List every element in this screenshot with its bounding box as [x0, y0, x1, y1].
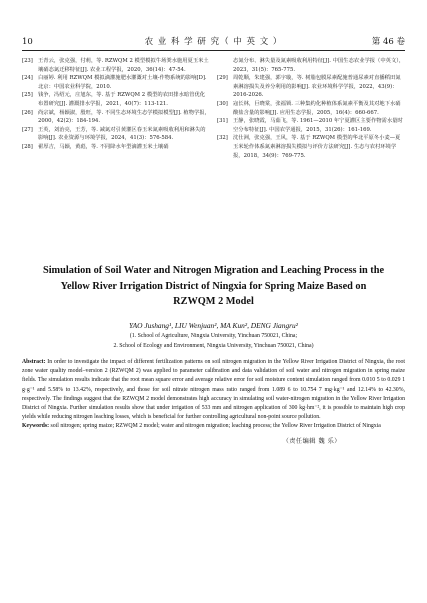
title-line: Yellow River Irrigation District of Ningxia for Spring Maize Based on — [60, 280, 367, 292]
reference-column-right — [217, 57, 405, 235]
reference-item: [28] 翟厚吉，马颖，黄彪，等. 不同降水年型滴灌玉米土壤硝 — [22, 143, 169, 150]
reference-item: [29] 周乾顺，朱建强，郭宇璇，等. 树脂包膜尿素配施普通尿素对直播稻田氮素淋溶损失及养分利用的影响[J]. 农业环境科学学报，2022，43(9)：2016-2026. — [217, 75, 401, 99]
volume-label: 第 46 卷 — [371, 37, 405, 47]
reference-column-left — [22, 57, 210, 235]
reference-item: [25] 钱争，冯绍元，庄旭东，等. 基于 RZWQM 2 模型的农田排水暗管优化布置研究[J]. 灌溉排水学报，2021，40(7)：113-121. — [22, 92, 206, 107]
responsible-editor: （责任编辑 魏 乐） — [282, 438, 341, 445]
affiliation-line: 2. School of Ecology and Environment, Ningxia University, Yinchuan 750021, China) — [113, 342, 314, 349]
reference-item: [27] 王英，刘治亮，王芳，等. 减氮对引黄灌区春玉米氮素吸收利用和淋失的影响[J]. 农业资源与环境学报，2024，41(3)：576-584. — [22, 126, 206, 142]
journal-name: 农 业 科 学 研 究（ 中 英 文 ） — [144, 37, 283, 47]
reference-item: [31] 王静，张晓霞，马茹飞，等. 1961—2010 年宁夏灌区主要作物需水量时空分布特征[J]. 中国农学通报，2015，31(26)：161-169. — [217, 118, 403, 133]
keywords-text: soil nitrogen; spring maize; RZWQM 2 model; water and nitrogen migration; leaching process; the Yellow River Irrigation District of Ningxia — [50, 423, 381, 430]
reference-list — [22, 57, 405, 235]
affiliations — [22, 332, 405, 351]
reference-item: [26] 尚宗斌，杨颖淑，殷旺，等. 不同生态环境生态学模拟模型[J]. 植物学报，2000，42(2)：184-194. — [22, 109, 210, 125]
reference-item: 态氮分布、淋失量及氮素吸收利用特征[J]. 中国生态农业学报（中英文），2023，31(5)：765-775. — [233, 58, 405, 73]
keywords-label: Keywords: — [22, 423, 50, 430]
author-list: YAO Jushang¹, LIU Wenjuan², MA Kun², DENG Jiangru² — [129, 321, 298, 330]
reference-item: [23] 王青云，张克强，付莉，等. RZWQM 2 模型模拟牛场粪水施用夏玉米土壤硝态氮迁移特征[J]. 农业工程学报，2020，36(14)：47-54. — [22, 58, 209, 73]
title-line: Simulation of Soil Water and Nitrogen Migration and Leaching Process in the — [42, 265, 385, 276]
english-title — [22, 263, 405, 310]
affiliation-line: (1. School of Agriculture, Ningxia University, Yinchuan 750021, China; — [129, 333, 298, 339]
abstract-text: In order to investigate the impact of different fertilization patterns on soil nitrogen migration in the Yellow River Irrigation District of Ningxia, the root zone water quality model–version 2 (RZWQM 2) was applied to parameter calibration and data validation of soil water and nitrogen migration in spring maize fields. The simulation results indicate that the root mean square error and average relative error for soil moisture content simulation ranged from 0.010 5 to 0.029 1 g·g⁻¹ and 5.58% to 13.42%, respectively, and those for soil nitrate nitrogen mass ratio ranged from 1.089 6 to 10.754 7 mg·kg⁻¹ and 12.14% to 42.30%, respectively. The findings suggest that the RZWQM 2 model demonstrates high accuracy in simulating soil water-nitrogen migration in the Yellow River Irrigation District of Ningxia. Further simulation results show that under irrigation of 533 mm and nitrogen application of 300 kg·hm⁻², it is possible to maintain high crop yields while reducing nitrogen leaching losses, which is beneficial for further controlling agricultural non-point source pollution. — [22, 359, 405, 421]
reference-item: [24] 白丽婷. 利用 RZWQM 模拟滴灌施肥水灌溉对土壤-作物系统的影响[D]. 北京：中国农业科学院，2010. — [22, 75, 207, 90]
page-number: 10 — [22, 37, 33, 47]
abstract-body — [22, 358, 405, 422]
running-header — [22, 36, 405, 51]
title-line: RZWQM 2 Model — [173, 296, 254, 307]
reference-item: [32] 沈仕洲，张克强，王风，等. 基于 RZWQM 模型的华北平原冬小麦—夏玉米轮作体系氮素淋溶损失模拟与评价方法研究[J]. 生态与农村环境学报，2018，34(9)：769-775. — [217, 135, 401, 159]
reference-item: [30] 寇长林，巨晓棠，张福锁. 三种集约化种植体系氮素平衡及其对地下水硝酸盐含量的影响[J]. 应用生态学报，2005，16(4)：660-667. — [217, 100, 401, 116]
keywords — [22, 422, 405, 431]
abstract — [22, 358, 405, 432]
abstract-label: Abstract: — [22, 359, 46, 365]
